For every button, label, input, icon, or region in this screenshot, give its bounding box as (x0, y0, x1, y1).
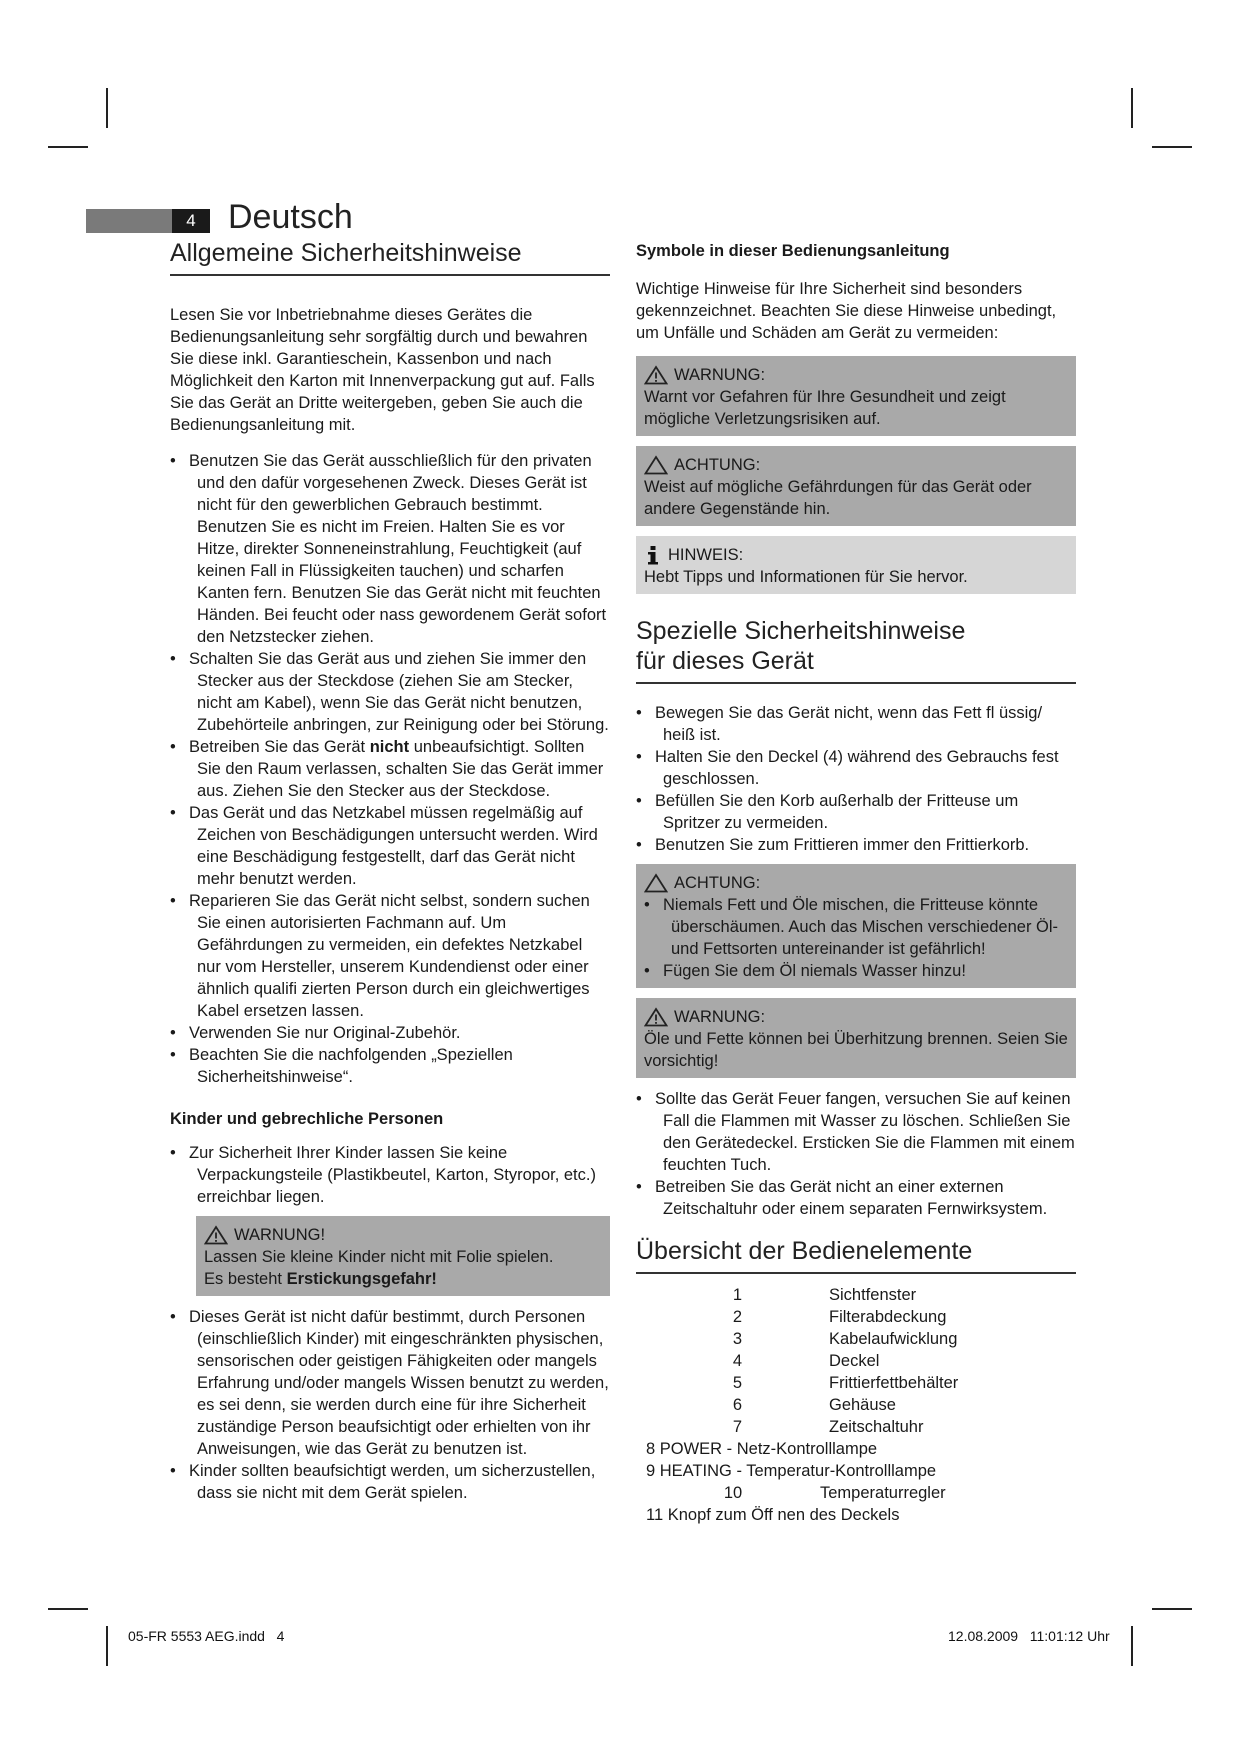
special-safety-list (636, 702, 1076, 856)
section-heading-overview: Übersicht der Bedienelemente (636, 1236, 1076, 1274)
list-item: • Benutzen Sie zum Frittieren immer den Frittierkorb. (636, 834, 1076, 856)
note-box-title: HINWEIS: (668, 546, 744, 564)
crop-mark (48, 1608, 88, 1610)
info-icon (644, 545, 662, 565)
language-title: Deutsch (228, 198, 353, 236)
warning-box-title: WARNUNG: (674, 366, 766, 384)
caution-box-oil (636, 864, 1076, 988)
overview-row: 7 Zeitschaltuhr (732, 1418, 924, 1436)
warning-box-text: Öle und Fette können bei Überhitzung brennen. Seien Sie vorsichtig! (644, 1030, 1068, 1070)
list-item: • Verwenden Sie nur Original-Zubehör. (170, 1022, 610, 1044)
list-item: • Beachten Sie die nachfolgenden „Speziellen Sicherheitshinweise“. (170, 1044, 610, 1088)
list-item: • Bewegen Sie das Gerät nicht, wenn das Fett fl üssig/ heiß ist. (636, 702, 1076, 746)
fire-safety-list (636, 1088, 1076, 1220)
list-item: • Kinder sollten beaufsichtigt werden, um sicherzustellen, dass sie nicht mit dem Gerät spielen. (170, 1460, 610, 1504)
crop-mark (1131, 88, 1133, 128)
warning-line-1: Lassen Sie kleine Kinder nicht mit Folie spielen. (204, 1248, 554, 1266)
caution-box-title: ACHTUNG: (674, 874, 761, 892)
intro-paragraph: Lesen Sie vor Inbetriebnahme dieses Gerätes die Bedienungsanleitung sehr sorgfältig durch und bewahren Sie diese inkl. Garantieschein, Kassenbon und nach Möglichkeit den Karton mit Innenverpackung gut auf. Falls Sie das Gerät an Dritte weitergeben, geben Sie auch die Bedienungsanleitung mit. (170, 306, 595, 434)
section-heading-special: Spezielle Sicherheitshinweise für dieses Gerät (636, 616, 1076, 684)
caution-triangle-icon (644, 455, 668, 475)
page-number: 4 (172, 209, 210, 233)
general-safety-list (170, 450, 610, 1088)
crop-mark (106, 1626, 108, 1666)
overview-row: 4 Deckel (732, 1352, 880, 1370)
list-item: • Zur Sicherheit Ihrer Kinder lassen Sie keine Verpackungsteile (Plastikbeutel, Karton, Styropor, etc.) erreichbar liegen. (170, 1142, 610, 1208)
caution-box (636, 446, 1076, 526)
kids-list (170, 1142, 610, 1208)
warning-triangle-icon (204, 1225, 228, 1245)
crop-mark (48, 146, 88, 148)
list-item: • Dieses Gerät ist nicht dafür bestimmt, durch Personen (einschließlich Kinder) mit eingeschränkten physischen, sensorischen oder geistigen Fähigkeiten oder mangels Erfahrung und/oder mangels Wissen benutzt zu werden, es sei denn, sie werden durch eine für ihre Sicherheit zuständige Person beaufsichtigt oder erhielten von ihr Anweisungen, wie das Gerät zu benutzen ist. (170, 1306, 610, 1460)
list-item: • Sollte das Gerät Feuer fangen, versuchen Sie auf keinen Fall die Flammen mit Wasser zu löschen. Schließen Sie den Gerätedeckel. Ersticken Sie die Flammen mit einem feuchten Tuch. (636, 1088, 1076, 1176)
overview-row: 11 Knopf zum Öff nen des Deckels (646, 1506, 900, 1524)
caution-box-title: ACHTUNG: (674, 456, 761, 474)
list-item: • Benutzen Sie das Gerät ausschließlich für den privaten und den dafür vorgesehenen Zweck. Dieses Gerät ist nicht für den gewerblichen Gebrauch bestimmt. Benutzen Sie es nicht im Freien. Halten Sie es vor Hitze, direkter Sonneneinstrahlung, Feuchtigkeit (auf keinen Fall in Flüssigkeiten tauchen) und scharfen Kanten fern. Benutzen Sie das Gerät nicht mit feuchten Händen. Bei feucht oder nass gewordenem Gerät sofort den Netzstecker ziehen. (170, 450, 610, 648)
overview-row: 2 Filterabdeckung (732, 1308, 947, 1326)
right-column (636, 240, 1076, 1526)
warning-box-fire (636, 998, 1076, 1078)
list-item: • Niemals Fett und Öle mischen, die Fritteuse könnte überschäumen. Auch das Mischen verschiedener Öl- und Fettsorten untereinander ist gefährlich! (644, 894, 1068, 960)
warning-triangle-icon (644, 1007, 668, 1027)
footer-file-info: 05-FR 5553 AEG.indd 4 (128, 1628, 285, 1644)
symbols-heading: Symbole in dieser Bedienungsanleitung (636, 242, 950, 260)
footer-timestamp: 12.08.2009 11:01:12 Uhr (948, 1628, 1110, 1644)
section-heading-general: Allgemeine Sicherheitshinweise (170, 238, 610, 276)
overview-row: 8 POWER - Netz-Kontrolllampe (646, 1440, 878, 1458)
list-item: • Schalten Sie das Gerät aus und ziehen Sie immer den Stecker aus der Steckdose (ziehen Sie am Stecker, nicht am Kabel), wenn Sie das Gerät nicht benutzen, Zubehörteile anbringen, zur Reinigung oder bei Störung. (170, 648, 610, 736)
warning-box (636, 356, 1076, 436)
crop-mark (1131, 1626, 1133, 1666)
list-item: • Reparieren Sie das Gerät nicht selbst, sondern suchen Sie einen autorisierten Fachmann auf. Um Gefährdungen zu vermeiden, ein defektes Netzkabel nur vom Hersteller, unserem Kundendienst oder einer ähnlich qualifi zierten Person durch ein gleichwertiges Kabel ersetzen lassen. (170, 890, 610, 1022)
overview-row: 9 HEATING - Temperatur-Kontrolllampe (646, 1462, 937, 1480)
list-item: • Das Gerät und das Netzkabel müssen regelmäßig auf Zeichen von Beschädigungen untersucht werden. Wird eine Beschädigung festgestellt, darf das Gerät nicht mehr benutzt werden. (170, 802, 610, 890)
list-item: • Halten Sie den Deckel (4) während des Gebrauchs fest geschlossen. (636, 746, 1076, 790)
list-item: • Betreiben Sie das Gerät nicht unbeaufsichtigt. Sollten Sie den Raum verlassen, schalten Sie das Gerät immer aus. Ziehen Sie den Stecker aus der Steckdose. (170, 736, 610, 802)
caution-triangle-icon (644, 873, 668, 893)
controls-overview (636, 1284, 1076, 1526)
overview-row: 6 Gehäuse (732, 1396, 896, 1414)
overview-row: 10 Temperaturregler (723, 1484, 946, 1502)
left-column (170, 238, 610, 1516)
caution-box-text: Weist auf mögliche Gefährdungen für das Gerät oder andere Gegenstände hin. (644, 478, 1032, 518)
note-box-text: Hebt Tipps und Informationen für Sie hervor. (644, 568, 968, 586)
warning-triangle-icon (644, 365, 668, 385)
note-box (636, 536, 1076, 594)
list-item: • Fügen Sie dem Öl niemals Wasser hinzu! (644, 960, 1068, 982)
warning-line-2: Es besteht Erstickungsgefahr! (204, 1270, 437, 1288)
overview-row: 5 Frittierfettbehälter (732, 1374, 959, 1392)
overview-row: 3 Kabelaufwicklung (732, 1330, 958, 1348)
crop-mark (1152, 1608, 1192, 1610)
crop-mark (1152, 146, 1192, 148)
warning-box-title: WARNUNG! (204, 1224, 602, 1246)
warning-box-text: Warnt vor Gefahren für Ihre Gesundheit und zeigt mögliche Verletzungsrisiken auf. (644, 388, 1006, 428)
kids-list-continued (170, 1306, 610, 1504)
overview-row: 1 Sichtfenster (732, 1286, 917, 1304)
symbols-intro: Wichtige Hinweise für Ihre Sicherheit sind besonders gekennzeichnet. Beachten Sie diese Hinweise unbedingt, um Unfälle und Schäden am Gerät zu vermeiden: (636, 280, 1057, 342)
list-item: • Befüllen Sie den Korb außerhalb der Fritteuse um Spritzer zu vermeiden. (636, 790, 1076, 834)
kids-heading: Kinder und gebrechliche Personen (170, 1110, 444, 1128)
warning-box-title: WARNUNG: (674, 1008, 766, 1026)
crop-mark (106, 88, 108, 128)
warning-box-children (196, 1216, 610, 1296)
list-item: • Betreiben Sie das Gerät nicht an einer externen Zeitschaltuhr oder einem separaten Fernwirksystem. (636, 1176, 1076, 1220)
